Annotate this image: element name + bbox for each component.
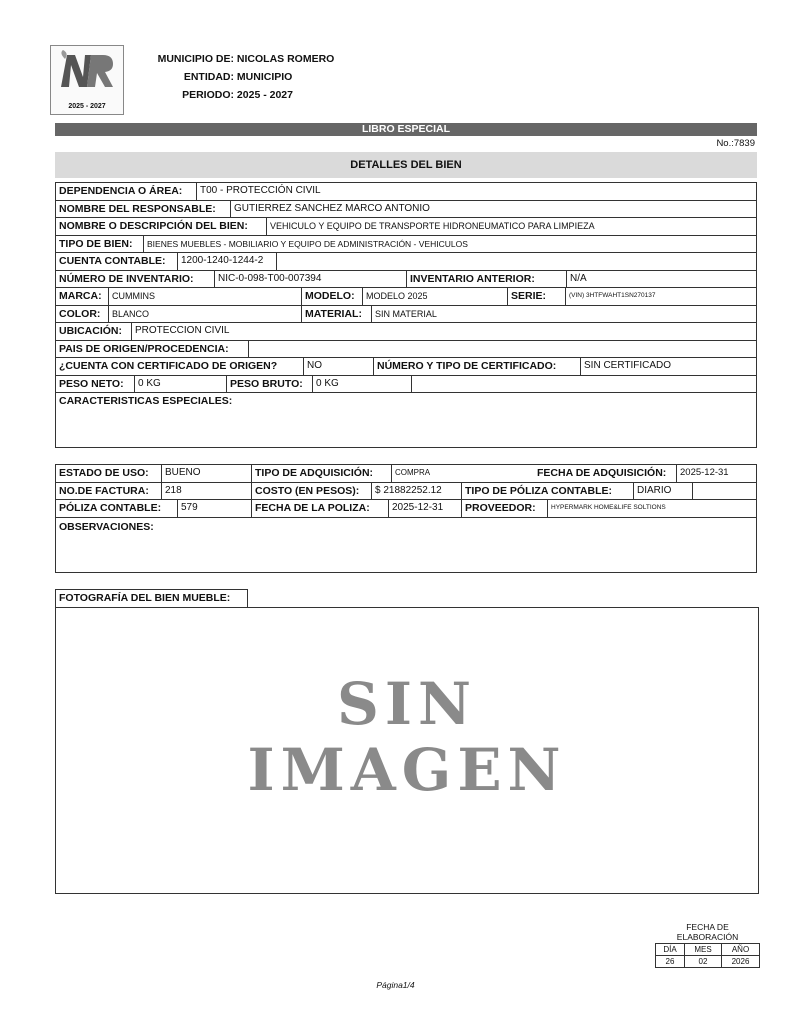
section-title: DETALLES DEL BIEN xyxy=(55,152,757,178)
entidad-value: MUNICIPIO xyxy=(236,71,293,83)
row-descripcion xyxy=(56,218,756,236)
anio-value: 2026 xyxy=(722,956,760,968)
serie-value: (VIN) 3HTFWAHT1SN270137 xyxy=(565,288,756,305)
header-periodo xyxy=(129,89,293,101)
row-inventario xyxy=(56,271,756,289)
no-image-line1: SIN xyxy=(336,670,478,738)
serie-label: SERIE: xyxy=(507,288,565,305)
fecha-poliza-label: FECHA DE LA POLIZA: xyxy=(251,500,388,517)
row-factura xyxy=(56,483,756,501)
material-label: MATERIAL: xyxy=(301,306,371,323)
row-poliza xyxy=(56,500,756,518)
fecha-adq-value: 2025-12-31 xyxy=(676,465,756,482)
dependencia-label: DEPENDENCIA O ÁREA: xyxy=(59,185,183,197)
peso-bruto-label: PESO BRUTO: xyxy=(226,376,312,393)
periodo-label: PERIODO: xyxy=(182,89,234,101)
fecha-elaboracion-table xyxy=(655,943,760,968)
cert-tipo-value: SIN CERTIFICADO xyxy=(580,358,756,375)
dia-label: DÍA xyxy=(656,944,685,956)
row-pais xyxy=(56,341,756,359)
cert-tipo-label: NÚMERO Y TIPO DE CERTIFICADO: xyxy=(373,358,580,375)
periodo-value: 2025 - 2027 xyxy=(236,89,293,101)
logo-emblem-icon xyxy=(57,49,117,91)
color-value: BLANCO xyxy=(108,306,301,323)
modelo-value: MODELO 2025 xyxy=(362,288,507,305)
peso-bruto-value: 0 KG xyxy=(312,376,412,393)
inventario-value: NIC-0-098-T00-007394 xyxy=(214,271,406,288)
proveedor-value: HYPERMARK HOME&LIFE SOLTIONS xyxy=(547,500,756,517)
estado-label: ESTADO DE USO: xyxy=(59,467,149,479)
tipo-bien-value: BIENES MUEBLES - MOBILIARIO Y EQUIPO DE ADMINISTRACIÓN - VEHICULOS xyxy=(143,236,756,253)
anio-label: AÑO xyxy=(722,944,760,956)
photo-label: FOTOGRAFÍA DEL BIEN MUEBLE: xyxy=(55,589,248,607)
tipo-adq-label: TIPO DE ADQUISICIÓN: xyxy=(251,465,391,482)
municipal-logo xyxy=(50,45,124,115)
dia-value: 26 xyxy=(656,956,685,968)
fecha-adq-label: FECHA DE ADQUISICIÓN: xyxy=(537,467,667,479)
factura-value: 218 xyxy=(161,483,251,500)
cuenta-label: CUENTA CONTABLE: xyxy=(59,255,166,267)
row-tipo-bien xyxy=(56,236,756,254)
marca-value: CUMMINS xyxy=(108,288,301,305)
ubicacion-value: PROTECCION CIVIL xyxy=(131,323,756,340)
descripcion-value: VEHICULO Y EQUIPO DE TRANSPORTE HIDRONEUMATICO PARA LIMPIEZA xyxy=(266,218,756,235)
tipo-adq-value: COMPRA xyxy=(391,465,533,482)
poliza-value: 579 xyxy=(177,500,251,517)
mes-label: MES xyxy=(684,944,721,956)
municipio-value: NICOLAS ROMERO xyxy=(236,53,335,65)
row-ubicacion xyxy=(56,323,756,341)
row-dependencia xyxy=(56,183,756,201)
estado-value: BUENO xyxy=(161,465,251,482)
row-estado xyxy=(56,465,756,483)
poliza-tipo-value: DIARIO xyxy=(633,483,693,500)
inventario-label: NÚMERO DE INVENTARIO: xyxy=(59,272,194,285)
no-image-line2: IMAGEN xyxy=(247,736,567,804)
fecha-elaboracion-title: FECHA DE ELABORACIÓN xyxy=(676,922,739,942)
row-cuenta xyxy=(56,253,756,271)
inv-anterior-value: N/A xyxy=(566,271,756,288)
observaciones-label: OBSERVACIONES: xyxy=(59,521,154,533)
costo-label: COSTO (EN PESOS): xyxy=(251,483,371,500)
pais-value xyxy=(248,341,756,358)
peso-neto-label: PESO NETO: xyxy=(59,377,124,390)
marca-label: MARCA: xyxy=(59,290,102,302)
entidad-label: ENTIDAD: xyxy=(183,71,234,83)
header-municipio xyxy=(129,53,334,65)
municipio-label: MUNICIPIO DE: xyxy=(157,53,234,65)
row-color xyxy=(56,306,756,324)
caracteristicas-label: CARACTERISTICAS ESPECIALES: xyxy=(59,395,233,407)
page-number: Página1/4 xyxy=(376,980,415,990)
header-entidad xyxy=(129,71,292,83)
poliza-tipo-label: TIPO DE PÓLIZA CONTABLE: xyxy=(461,483,633,500)
photo-area xyxy=(55,607,759,894)
color-label: COLOR: xyxy=(59,307,101,320)
fecha-elaboracion xyxy=(655,922,760,968)
cuenta-value: 1200-1240-1244-2 xyxy=(177,253,277,270)
responsable-value: GUTIERREZ SANCHEZ MARCO ANTONIO xyxy=(230,201,756,218)
costo-value: $ 21882252.12 xyxy=(371,483,461,500)
document-number: No.:7839 xyxy=(716,138,755,149)
row-peso xyxy=(56,376,756,394)
dependencia-value: T00 - PROTECCIÓN CIVIL xyxy=(196,183,756,200)
material-value: SIN MATERIAL xyxy=(371,306,756,323)
logo-caption: 2025 - 2027 xyxy=(68,103,106,110)
responsable-label: NOMBRE DEL RESPONSABLE: xyxy=(59,202,216,215)
certificado-value: NO xyxy=(303,358,373,375)
fecha-poliza-value: 2025-12-31 xyxy=(388,500,461,517)
acquisition-table xyxy=(55,464,757,573)
mes-value: 02 xyxy=(684,956,721,968)
factura-label: NO.DE FACTURA: xyxy=(59,484,149,497)
modelo-label: MODELO: xyxy=(301,288,362,305)
row-responsable xyxy=(56,201,756,219)
row-certificado xyxy=(56,358,756,376)
pais-label: PAIS DE ORIGEN/PROCEDENCIA: xyxy=(59,342,229,355)
proveedor-label: PROVEEDOR: xyxy=(461,500,547,517)
row-marca xyxy=(56,288,756,306)
peso-neto-value: 0 KG xyxy=(134,376,226,393)
certificado-label: ¿CUENTA CON CERTIFICADO DE ORIGEN? xyxy=(59,360,278,372)
banner-libro-especial: LIBRO ESPECIAL xyxy=(55,123,757,136)
tipo-bien-label: TIPO DE BIEN: xyxy=(59,237,133,250)
details-table xyxy=(55,182,757,448)
inv-anterior-label: INVENTARIO ANTERIOR: xyxy=(406,271,566,288)
ubicacion-label: UBICACIÓN: xyxy=(59,325,122,337)
descripcion-label: NOMBRE O DESCRIPCIÓN DEL BIEN: xyxy=(59,220,248,232)
poliza-label: PÓLIZA CONTABLE: xyxy=(59,502,162,514)
